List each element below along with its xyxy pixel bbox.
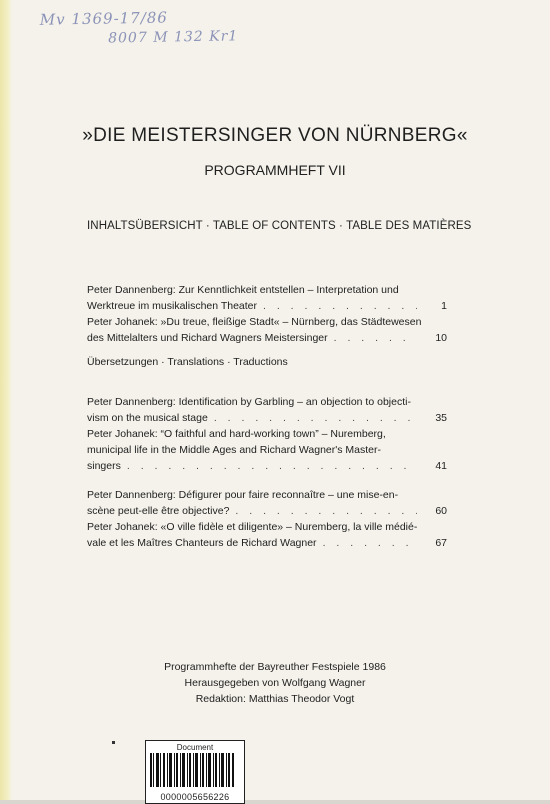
- dot-leader: [235, 503, 417, 519]
- toc-entry-text: Peter Johanek: »Du treue, fleißige Stadt« – Nürnberg, das Städtewesen: [87, 316, 422, 328]
- toc-entry-text: Peter Dannenberg: Zur Kenntlichkeit entstellen – Interpretation und: [87, 284, 399, 296]
- toc-entry-text: Peter Dannenberg: Défigurer pour faire reconnaître – une mise-en-: [87, 489, 399, 501]
- dot-leader: [323, 535, 417, 551]
- toc-section: [87, 354, 447, 474]
- toc-entry-text: des Mittelalters und Richard Wagners Meistersinger: [87, 332, 328, 344]
- barcode-label-text: Document: [176, 743, 214, 752]
- toc-entry-text: Peter Johanek: «O ville fidèle et diligente» – Nuremberg, la ville médié-: [87, 521, 418, 533]
- toc-section: [87, 487, 447, 551]
- footer-editor: Herausgegeben von Wolfgang Wagner: [184, 677, 366, 689]
- toc-heading: INHALTSÜBERSICHT · TABLE OF CONTENTS · TABLE DES MATIÈRES: [87, 220, 472, 232]
- toc-section: [87, 282, 447, 346]
- document-subtitle: PROGRAMMHEFT VII: [204, 162, 346, 178]
- toc-entry-text: Peter Johanek: “O faithful and hard-working town” – Nuremberg,: [87, 428, 386, 440]
- handwritten-shelfmark: [40, 6, 239, 49]
- toc-entry-text: singers: [87, 460, 121, 472]
- toc-section-label: Übersetzungen · Translations · Traductions: [87, 356, 288, 368]
- toc-entry[interactable]: [87, 394, 447, 426]
- toc-page-number: 10: [435, 332, 447, 344]
- toc-page-number: 1: [441, 300, 447, 312]
- toc-entry-text: Werktreue im musikalischen Theater: [87, 300, 258, 312]
- toc-entry[interactable]: [87, 487, 447, 519]
- toc-entry-text: vism on the musical stage: [87, 412, 208, 424]
- toc-page-number: 41: [435, 460, 447, 472]
- toc-entry[interactable]: [87, 426, 447, 474]
- barcode-icon: [149, 753, 235, 787]
- toc-page-number: 67: [435, 537, 447, 549]
- toc-entry-text: municipal life in the Middle Ages and Richard Wagner's Master-: [87, 444, 381, 456]
- toc-entry-text: vale et les Maîtres Chanteurs de Richard Wagner: [87, 537, 317, 549]
- handwritten-line-1: Mv 1369-17/86: [39, 8, 169, 29]
- dot-leader: [127, 458, 417, 474]
- toc-page-number: 35: [435, 412, 447, 424]
- publication-footer: [0, 659, 550, 707]
- toc-page-number: 60: [435, 505, 447, 517]
- toc-entry-text: Peter Dannenberg: Identification by Garbling – an objection to objecti-: [87, 396, 411, 408]
- footer-series: Programmhefte der Bayreuther Festspiele 1986: [164, 661, 386, 673]
- document-title: »DIE MEISTERSINGER VON NÜRNBERG«: [82, 125, 468, 146]
- toc-entry-text: scène peut-elle être objective?: [87, 505, 230, 517]
- dot-leader: [214, 410, 417, 426]
- document-barcode-label: [145, 740, 245, 804]
- toc-entry[interactable]: [87, 314, 447, 346]
- scan-speck: [112, 741, 115, 744]
- dot-leader: [334, 330, 417, 346]
- barcode-number: 0000005656226: [160, 792, 230, 802]
- handwritten-line-2: 8007 M 132 Kr1: [108, 28, 239, 47]
- footer-redaction: Redaktion: Matthias Theodor Vogt: [195, 693, 355, 705]
- dot-leader: [263, 298, 417, 314]
- toc-entry[interactable]: [87, 282, 447, 314]
- toc-entry[interactable]: [87, 519, 447, 551]
